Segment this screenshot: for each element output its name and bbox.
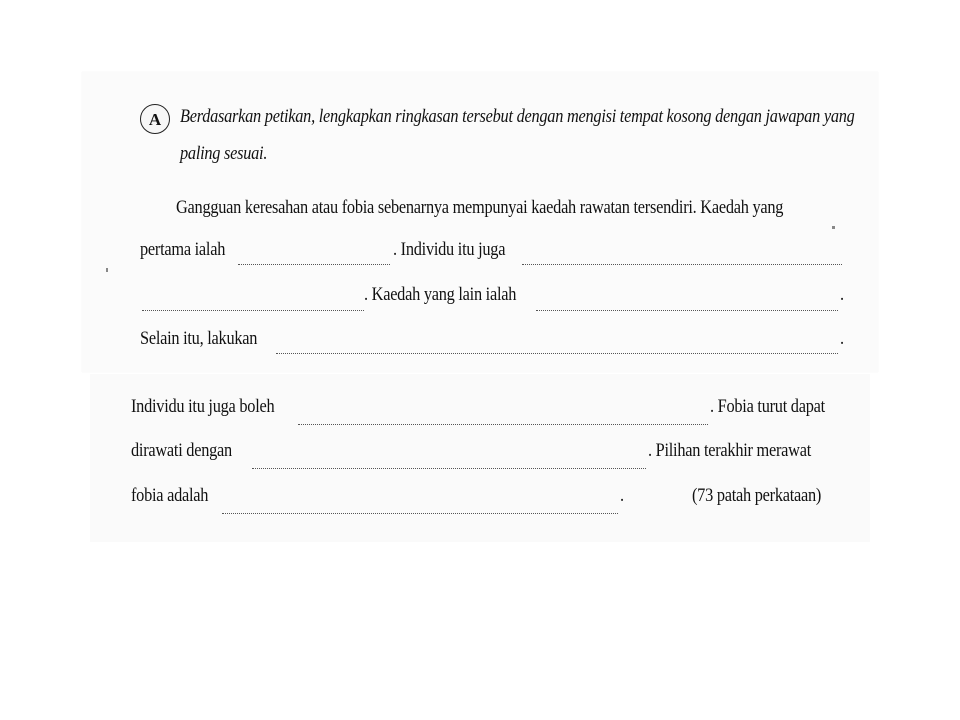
passage-line-7-end: . (620, 485, 624, 506)
answer-blank-2[interactable] (522, 264, 842, 265)
answer-blank-1[interactable] (238, 264, 390, 265)
instruction-line-1: Berdasarkan petikan, lengkapkan ringkasan tersebut dengan mengisi tempat kosong dengan jawapan yang (180, 106, 855, 127)
passage-line-3-mid: . Kaedah yang lain ialah (364, 284, 517, 305)
answer-blank-3[interactable] (142, 310, 364, 311)
passage-line-6-end: . Pilihan terakhir merawat (648, 440, 811, 461)
instruction-line-2: paling sesuai. (180, 143, 268, 164)
passage-line-4-end: . (840, 328, 844, 349)
answer-blank-8[interactable] (222, 513, 618, 514)
passage-line-2-mid: . Individu itu juga (393, 239, 506, 260)
passage-line-2-start: pertama ialah (140, 239, 226, 260)
exercise-badge: A (140, 104, 170, 134)
answer-blank-4[interactable] (536, 310, 838, 311)
scan-speck (106, 268, 108, 272)
answer-blank-6[interactable] (298, 424, 708, 425)
passage-line-5-end: . Fobia turut dapat (710, 396, 825, 417)
passage-line-1: Gangguan keresahan atau fobia sebenarnya mempunyai kaedah rawatan tersendiri. Kaedah yang (176, 197, 784, 218)
word-count-note: (73 patah perkataan) (692, 485, 822, 506)
answer-blank-5[interactable] (276, 353, 838, 354)
passage-line-5-start: Individu itu juga boleh (131, 396, 275, 417)
passage-line-3-end: . (840, 284, 844, 305)
passage-line-7-start: fobia adalah (131, 485, 209, 506)
passage-line-6-start: dirawati dengan (131, 440, 232, 461)
answer-blank-7[interactable] (252, 468, 646, 469)
scan-speck (832, 226, 835, 229)
passage-line-4-start: Selain itu, lakukan (140, 328, 258, 349)
